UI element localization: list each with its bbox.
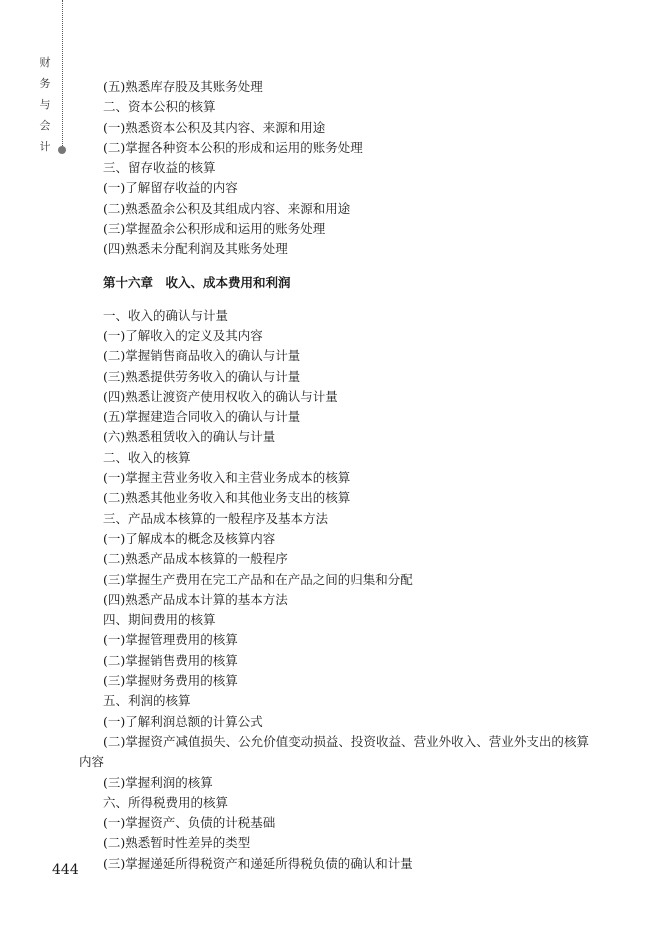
outline-line: (一)掌握资产、负债的计税基础 — [103, 815, 276, 831]
outline-wrapped-paragraph: (二)掌握资产减值损失、公允价值变动损益、投资收益、营业外收入、营业外支出的核算内容 — [79, 733, 589, 770]
outline-line: (二)熟悉暂时性差异的类型 — [103, 835, 251, 851]
outline-line: (一)掌握主营业务收入和主营业务成本的核算 — [103, 470, 351, 486]
margin-dotted-rule — [62, 0, 63, 150]
chapter-title: 第十六章 收入、成本费用和利润 — [103, 274, 291, 290]
page-body — [79, 77, 589, 874]
outline-section-heading: 二、资本公积的核算 — [103, 99, 216, 115]
outline-section-heading: 一、收入的确认与计量 — [103, 307, 229, 323]
outline-before — [79, 77, 589, 260]
outline-section-heading: 六、所得税费用的核算 — [103, 794, 229, 810]
outline-line: (二)掌握销售费用的核算 — [103, 652, 238, 668]
outline-line: (三)掌握递延所得税资产和递延所得税负债的确认和计量 — [103, 855, 413, 871]
outline-section-heading: 三、留存收益的核算 — [103, 160, 216, 176]
outline-line: (五)熟悉库存股及其账务处理 — [103, 79, 263, 94]
outline-line: (三)掌握利润的核算 — [103, 774, 213, 790]
outline-line: (五)掌握建造合同收入的确认与计量 — [103, 409, 301, 425]
outline-line: (四)熟悉让渡资产使用权收入的确认与计量 — [103, 388, 338, 404]
outline-section-heading: 二、收入的核算 — [103, 449, 191, 465]
running-header-label: 财务与会计 — [39, 56, 51, 153]
outline-line: (三)掌握生产费用在完工产品和在产品之间的归集和分配 — [103, 571, 413, 587]
outline-line: (二)掌握各种资本公积的形成和运用的账务处理 — [103, 139, 363, 155]
outline-line: (二)掌握销售商品收入的确认与计量 — [103, 348, 301, 364]
margin-dot-marker — [58, 146, 66, 154]
outline-section-heading: 三、产品成本核算的一般程序及基本方法 — [103, 510, 329, 526]
outline-line: (三)掌握盈余公积形成和运用的账务处理 — [103, 221, 326, 237]
outline-line: (一)熟悉资本公积及其内容、来源和用途 — [103, 119, 326, 135]
outline-line: (一)了解成本的概念及核算内容 — [103, 530, 276, 546]
outline-line: (一)了解留存收益的内容 — [103, 180, 238, 196]
outline-line: (四)熟悉未分配利润及其账务处理 — [103, 241, 288, 257]
page-number: 444 — [52, 862, 79, 878]
outline-line: (一)掌握管理费用的核算 — [103, 632, 238, 648]
outline-after — [79, 773, 589, 874]
outline-line: (二)熟悉盈余公积及其组成内容、来源和用途 — [103, 200, 351, 216]
outline-line: (二)熟悉其他业务收入和其他业务支出的核算 — [103, 490, 351, 506]
outline-line: (一)了解收入的定义及其内容 — [103, 327, 263, 343]
outline-chapter — [79, 306, 589, 732]
outline-section-heading: 五、利润的核算 — [103, 693, 191, 709]
outline-line: (二)熟悉产品成本核算的一般程序 — [103, 551, 288, 567]
outline-line: (三)熟悉提供劳务收入的确认与计量 — [103, 368, 301, 384]
outline-line: (一)了解利润总额的计算公式 — [103, 713, 263, 729]
outline-line: (三)掌握财务费用的核算 — [103, 673, 238, 689]
outline-section-heading: 四、期间费用的核算 — [103, 612, 216, 628]
outline-line: (六)熟悉租赁收入的确认与计量 — [103, 429, 276, 445]
outline-line: (四)熟悉产品成本计算的基本方法 — [103, 591, 288, 607]
